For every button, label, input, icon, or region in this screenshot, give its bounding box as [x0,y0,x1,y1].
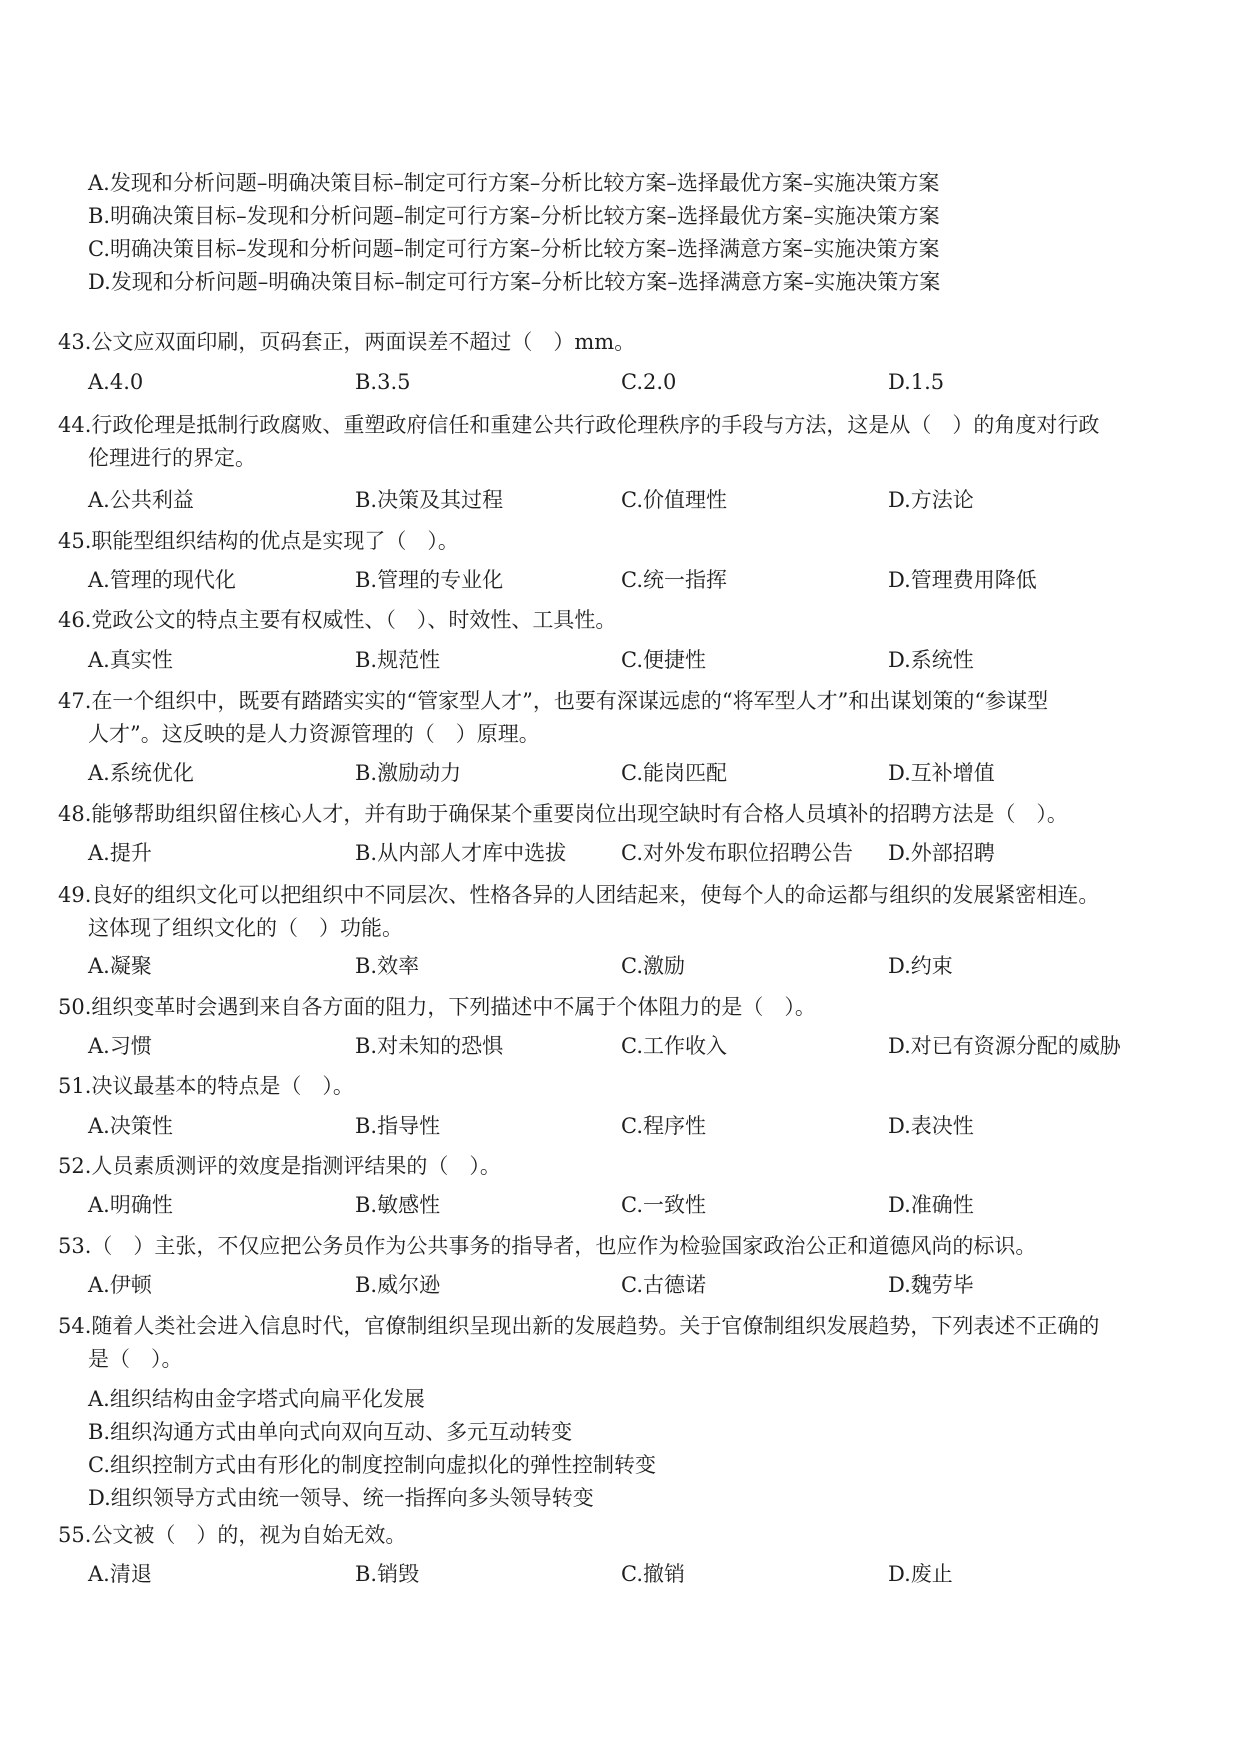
q52-option-d: D.准确性 [888,1193,974,1217]
q51-option-c: C.程序性 [621,1114,706,1138]
q54-stem-line-1: 54.随着人类社会进入信息时代，官僚制组织呈现出新的发展趋势。关于官僚制组织发展趋势，下列表述不正确的 [58,1314,1100,1338]
q45-option-d: D.管理费用降低 [888,568,1037,592]
q46-option-c: C.便捷性 [621,648,706,672]
q54-option-d: D.组织领导方式由统一领导、统一指挥向多头领导转变 [88,1486,594,1510]
q46-option-d: D.系统性 [888,648,974,672]
q55-option-b: B.销毁 [355,1562,420,1586]
q54-option-c: C.组织控制方式由有形化的制度控制向虚拟化的弹性控制转变 [88,1453,656,1477]
q52-stem: 52.人员素质测评的效度是指测评结果的（ ）。 [58,1154,501,1178]
q47-stem-line-2: 人才”。这反映的是人力资源管理的（ ）原理。 [88,722,540,746]
q45-stem: 45.职能型组织结构的优点是实现了（ ）。 [58,529,459,553]
q47-option-b: B.激励动力 [355,761,462,785]
q53-stem: 53.（ ）主张，不仅应把公务员作为公共事务的指导者，也应作为检验国家政治公正和道德风尚的标识。 [58,1234,1037,1258]
q43-option-c: C.2.0 [621,370,677,394]
q46-stem: 46.党政公文的特点主要有权威性、（ ）、时效性、工具性。 [58,608,617,632]
q55-option-c: C.撤销 [621,1562,685,1586]
q52-option-b: B.敏感性 [355,1193,441,1217]
q47-option-d: D.互补增值 [888,761,995,785]
q47-option-a: A.系统优化 [88,761,194,785]
q54-option-a: A.组织结构由金字塔式向扁平化发展 [88,1387,425,1411]
q53-option-d: D.魏劳毕 [888,1273,974,1297]
q53-option-c: C.古德诺 [621,1273,706,1297]
q50-option-a: A.习惯 [88,1034,152,1058]
q44-option-b: B.决策及其过程 [355,488,504,512]
q50-option-b: B.对未知的恐惧 [355,1034,504,1058]
q52-option-c: C.一致性 [621,1193,706,1217]
q44-option-c: C.价值理性 [621,488,727,512]
q50-option-c: C.工作收入 [621,1034,727,1058]
q43-option-d: D.1.5 [888,370,945,394]
q49-stem-line-1: 49.良好的组织文化可以把组织中不同层次、性格各异的人团结起来，使每个人的命运都与组织的发展紧密相连。 [58,883,1100,907]
q42-option-d: D.发现和分析问题–明确决策目标–制定可行方案–分析比较方案–选择满意方案–实施决策方案 [88,270,941,294]
q48-option-a: A.提升 [88,841,152,865]
q45-option-a: A.管理的现代化 [88,568,236,592]
q49-stem-line-2: 这体现了组织文化的（ ）功能。 [88,916,403,940]
q51-option-b: B.指导性 [355,1114,441,1138]
q55-option-d: D.废止 [888,1562,953,1586]
q46-option-b: B.规范性 [355,648,441,672]
q45-option-c: C.统一指挥 [621,568,727,592]
q50-option-d: D.对已有资源分配的威胁 [888,1034,1121,1058]
q42-option-c: C.明确决策目标–发现和分析问题–制定可行方案–分析比较方案–选择满意方案–实施决策方案 [88,237,940,261]
q50-stem: 50.组织变革时会遇到来自各方面的阻力，下列描述中不属于个体阻力的是（ ）。 [58,995,816,1019]
q49-option-d: D.约束 [888,954,953,978]
q43-option-b: B.3.5 [355,370,411,394]
q49-option-b: B.效率 [355,954,420,978]
q53-option-a: A.伊顿 [88,1273,152,1297]
q44-option-a: A.公共利益 [88,488,194,512]
q47-option-c: C.能岗匹配 [621,761,727,785]
q43-stem: 43.公文应双面印刷，页码套正，两面误差不超过（ ）mm。 [58,330,636,354]
q42-option-b: B.明确决策目标–发现和分析问题–制定可行方案–分析比较方案–选择最优方案–实施决策方案 [88,204,940,228]
q55-stem: 55.公文被（ ）的，视为自始无效。 [58,1523,407,1547]
q44-stem-line-2: 伦理进行的界定。 [88,446,256,470]
q51-option-d: D.表决性 [888,1114,974,1138]
q49-option-c: C.激励 [621,954,685,978]
q45-option-b: B.管理的专业化 [355,568,504,592]
q51-stem: 51.决议最基本的特点是（ ）。 [58,1074,354,1098]
q54-option-b: B.组织沟通方式由单向式向双向互动、多元互动转变 [88,1420,573,1444]
q49-option-a: A.凝聚 [88,954,152,978]
q55-option-a: A.清退 [88,1562,152,1586]
q44-stem-line-1: 44.行政伦理是抵制行政腐败、重塑政府信任和重建公共行政伦理秩序的手段与方法，这是从（ ）的角度对行政 [58,413,1100,437]
q44-option-d: D.方法论 [888,488,974,512]
q48-option-d: D.外部招聘 [888,841,995,865]
q54-stem-line-2: 是（ ）。 [88,1347,183,1371]
q46-option-a: A.真实性 [88,648,173,672]
q52-option-a: A.明确性 [88,1193,173,1217]
q53-option-b: B.威尔逊 [355,1273,441,1297]
q48-stem: 48.能够帮助组织留住核心人才，并有助于确保某个重要岗位出现空缺时有合格人员填补的招聘方法是（ ）。 [58,802,1068,826]
q48-option-b: B.从内部人才库中选拔 [355,841,567,865]
q51-option-a: A.决策性 [88,1114,173,1138]
q43-option-a: A.4.0 [88,370,144,394]
q48-option-c: C.对外发布职位招聘公告 [621,841,853,865]
q47-stem-line-1: 47.在一个组织中，既要有踏踏实实的“管家型人才”，也要有深谋远虑的“将军型人才”和出谋划策的“参谋型 [58,689,1049,713]
q42-option-a: A.发现和分析问题–明确决策目标–制定可行方案–分析比较方案–选择最优方案–实施决策方案 [88,171,940,195]
